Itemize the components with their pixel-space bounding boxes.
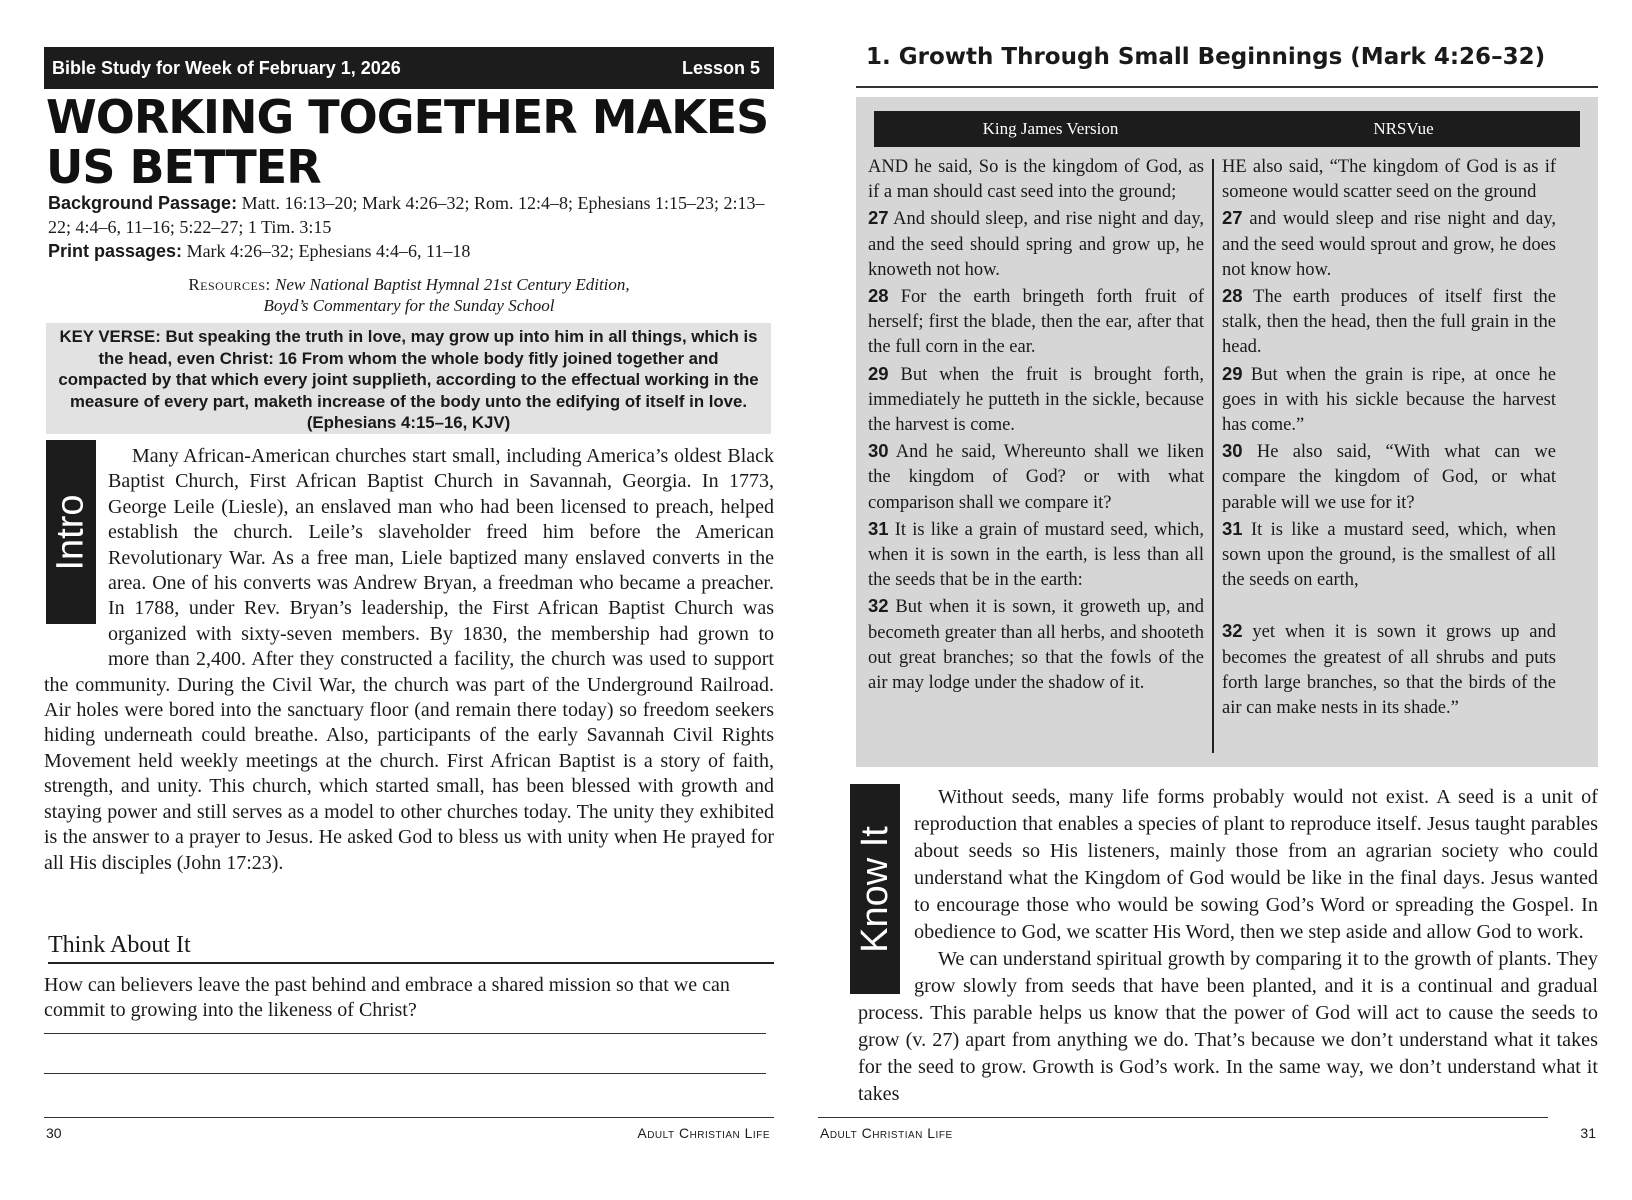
- lesson-number: Lesson 5: [681, 57, 760, 78]
- page-number-left: 30: [46, 1125, 62, 1141]
- section-title: 1. Growth Through Small Beginnings (Mark 4:26–32): [866, 44, 1546, 70]
- kjv-verse: [868, 438, 1204, 516]
- verse-text: And he said, Whereunto shall we liken the kingdom of God? or with what comparison shall we compare it?: [868, 442, 1204, 513]
- verse-number: 31: [868, 517, 889, 539]
- nrsv-verse: [1222, 361, 1556, 439]
- verse-number: 32: [868, 595, 889, 617]
- nrsv-header: NRSVue: [1373, 119, 1434, 138]
- footer-rule: [818, 1117, 1548, 1118]
- think-about-it-heading: Think About It: [48, 930, 774, 964]
- kjv-verse: [868, 283, 1204, 361]
- verse-text: And should sleep, and rise night and day, and the seed should spring and grow up, he knoweth not how.: [868, 209, 1205, 280]
- resources: [48, 274, 770, 316]
- verse-number: 30: [868, 440, 889, 462]
- know-it-text-1: Without seeds, many life forms probably would not exist. A seed is a unit of reproduction that enables a species of plant to reproduce itself. Jesus taught parables about seeds so His listeners, mainly those from an agrarian society who could understand what the Kingdom of God would be like in the final days. Jesus wanted to encourage those who would be sowing God’s Word or spreading the Gospel. In obedience to God, we scatter His Word, then we step aside and allow God to work.: [914, 786, 1598, 943]
- print-passages-label: Print passages:: [48, 241, 183, 261]
- intro-tab-label: Intro: [49, 493, 92, 571]
- kjv-verse: [868, 593, 1204, 696]
- kjv-verse: [868, 516, 1204, 594]
- verse-number: 29: [1222, 362, 1243, 384]
- print-passages-text: Mark 4:26–32; Ephesians 4:4–6, 11–18: [186, 241, 471, 261]
- kjv-verse: [868, 361, 1204, 439]
- verse-number: 30: [1222, 440, 1243, 462]
- kjv-verse: [868, 155, 1204, 205]
- key-verse-box: [46, 323, 771, 434]
- verse-number: 28: [1222, 285, 1243, 307]
- verse-text: It is like a mustard seed, which, when sown upon the ground, is the smallest of all the seeds on earth,: [1222, 519, 1556, 591]
- print-passages: [48, 239, 783, 263]
- resources-line1: New National Baptist Hymnal 21st Century Edition,: [275, 275, 630, 294]
- nrsv-verse: [1222, 438, 1556, 516]
- running-title-left: Adult Christian Life: [637, 1125, 770, 1141]
- verse-number: 31: [1222, 517, 1243, 539]
- comparison-header: [874, 111, 1580, 147]
- verse-text: But when it is sown, it groweth up, and becometh greater than all herbs, and shooteth out great branches; so that the fowls of the air may lodge under the shadow of it.: [868, 597, 1205, 694]
- verse-text: He also said, “With what can we compare the kingdom of God, or what parable will we use for it?: [1222, 442, 1556, 513]
- nrsv-verse: [1222, 205, 1556, 283]
- answer-line[interactable]: [44, 1073, 766, 1074]
- right-page: [816, 0, 1632, 1200]
- verse-number: 32: [1222, 620, 1243, 642]
- footer-rule: [44, 1117, 774, 1118]
- nrsv-verse: [1222, 516, 1556, 594]
- verse-text: AND he said, So is the kingdom of God, as if a man should cast seed into the ground;: [868, 157, 1204, 203]
- verse-text: HE also said, “The kingdom of God is as if someone would scatter seed on the ground: [1222, 157, 1556, 203]
- passage-info: [48, 191, 783, 263]
- verse-text: and would sleep and rise night and day, and the seed would sprout and grow, he does not know how.: [1222, 209, 1557, 280]
- background-passage-label: Background Passage:: [48, 193, 238, 213]
- verse-number: 27: [1222, 207, 1243, 229]
- verse-number: 27: [868, 207, 889, 229]
- intro-text: Many African-American churches start small, including America’s oldest Black Baptist Church, First African Baptist Church in Savannah, Georgia. In 1773, George Leile (Liesle), an enslaved man who had been licensed to preach, helped establish the church. Leile’s slaveholder freed him before the American Revolutionary War. As a free man, Liele baptized many enslaved converts in the area. One of his converts was Andrew Bryan, a freedman who became a preacher. In 1788, under Rev. Bryan’s leadership, the First African Baptist Church was organized with sixty-seven members. By 1830, the membership had grown to more than 2,400. After they constructed a facility, the church was used to support the community. During the Civil War, the church was part of the Underground Railroad. Air holes were bored into the sanctuary floor (and remain there today) so freedom seekers hiding underneath could breathe. Also, participants of the early Savannah Civil Rights Movement held weekly meetings at the church. First African Baptist is a story of faith, strength, and unity. This church, which started small, has been blessed with growth and staying power and still serves as a model to other churches today. The unity they exhibited is the answer to a prayer to Jesus. He asked God to bless us with unity when He prayed for all His disciples (John 17:23).: [44, 445, 774, 874]
- background-passage-text: Matt. 16:13–20; Mark 4:26–32; Rom. 12:4–8; Ephesians 1:15–23; 2:13–22; 4:4–6, 11–16; 5:22–27; 1 Tim. 3:15: [48, 193, 765, 237]
- key-verse-label: KEY VERSE:: [59, 327, 161, 346]
- verse-text: But when the fruit is brought forth, immediately he putteth in the sickle, because the harvest is come.: [868, 364, 1205, 436]
- kjv-column: [868, 155, 1204, 696]
- verse-text: For the earth bringeth forth fruit of herself; first the blade, then the ear, after that the full corn in the ear.: [868, 287, 1204, 358]
- nrsv-verse: [1222, 155, 1556, 205]
- know-it-tab-label: Know It: [853, 825, 896, 953]
- lesson-header-bar: [44, 47, 774, 89]
- page-number-right: 31: [1580, 1125, 1596, 1141]
- running-title-right: Adult Christian Life: [820, 1125, 953, 1141]
- think-question: How can believers leave the past behind and embrace a shared mission so that we can commit to growing into the likeness of Christ?: [44, 974, 730, 1021]
- know-it-paragraph: [858, 784, 1598, 1108]
- section-rule: [856, 86, 1598, 88]
- lesson-title: WORKING TOGETHER MAKES US BETTER: [46, 90, 769, 194]
- verse-number: 29: [868, 362, 889, 384]
- background-passage: [48, 191, 783, 239]
- kjv-header: King James Version: [982, 119, 1119, 138]
- verse-text: It is like a grain of mustard seed, which, when it is sown in the earth, is less than all the seeds that be in the earth:: [868, 519, 1205, 591]
- verse-number: 28: [868, 285, 889, 307]
- nrsv-verse: [1222, 283, 1556, 361]
- verse-text: The earth produces of itself first the stalk, then the head, then the full grain in the head.: [1222, 287, 1556, 358]
- version-comparison-box: [856, 97, 1598, 767]
- nrsv-verse: [1222, 618, 1556, 721]
- kjv-verse: [868, 205, 1204, 283]
- know-it-text-2: We can understand spiritual growth by comparing it to the growth of plants. They grow slowly from seeds that have been planted, and it is a continual and gradual process. This parable helps us know that the power of God will act to cause the seeds to grow (v. 27) apart from anything we do. That’s because we don’t understand what it takes for the seed to grow. Growth is God’s work. In the same way, we don’t understand what it takes: [858, 948, 1598, 1105]
- resources-line2: Boyd’s Commentary for the Sunday School: [263, 296, 555, 315]
- header-title: Bible Study for Week of February 1, 2026: [52, 57, 401, 78]
- verse-text: yet when it is sown it grows up and becomes the greatest of all shrubs and puts forth large branches, so that the birds of the air can make nests in its shade.”: [1222, 622, 1557, 719]
- key-verse-text: But speaking the truth in love, may grow up into him in all things, which is the head, even Christ: 16 From whom the whole body fitly joined together and compacted by that which every joint supplieth, according to the effectual working in the measure of every part, maketh increase of the body unto the edifying of itself in love. (Ephesians 4:15–16, KJV): [58, 327, 759, 432]
- answer-line[interactable]: [44, 1033, 766, 1034]
- resources-label: Resources:: [188, 275, 271, 294]
- verse-text: But when the grain is ripe, at once he goes in with his sickle because the harvest has come.”: [1222, 364, 1557, 436]
- nrsv-column: [1222, 155, 1556, 721]
- column-divider: [1212, 159, 1214, 753]
- intro-paragraph: [44, 444, 774, 876]
